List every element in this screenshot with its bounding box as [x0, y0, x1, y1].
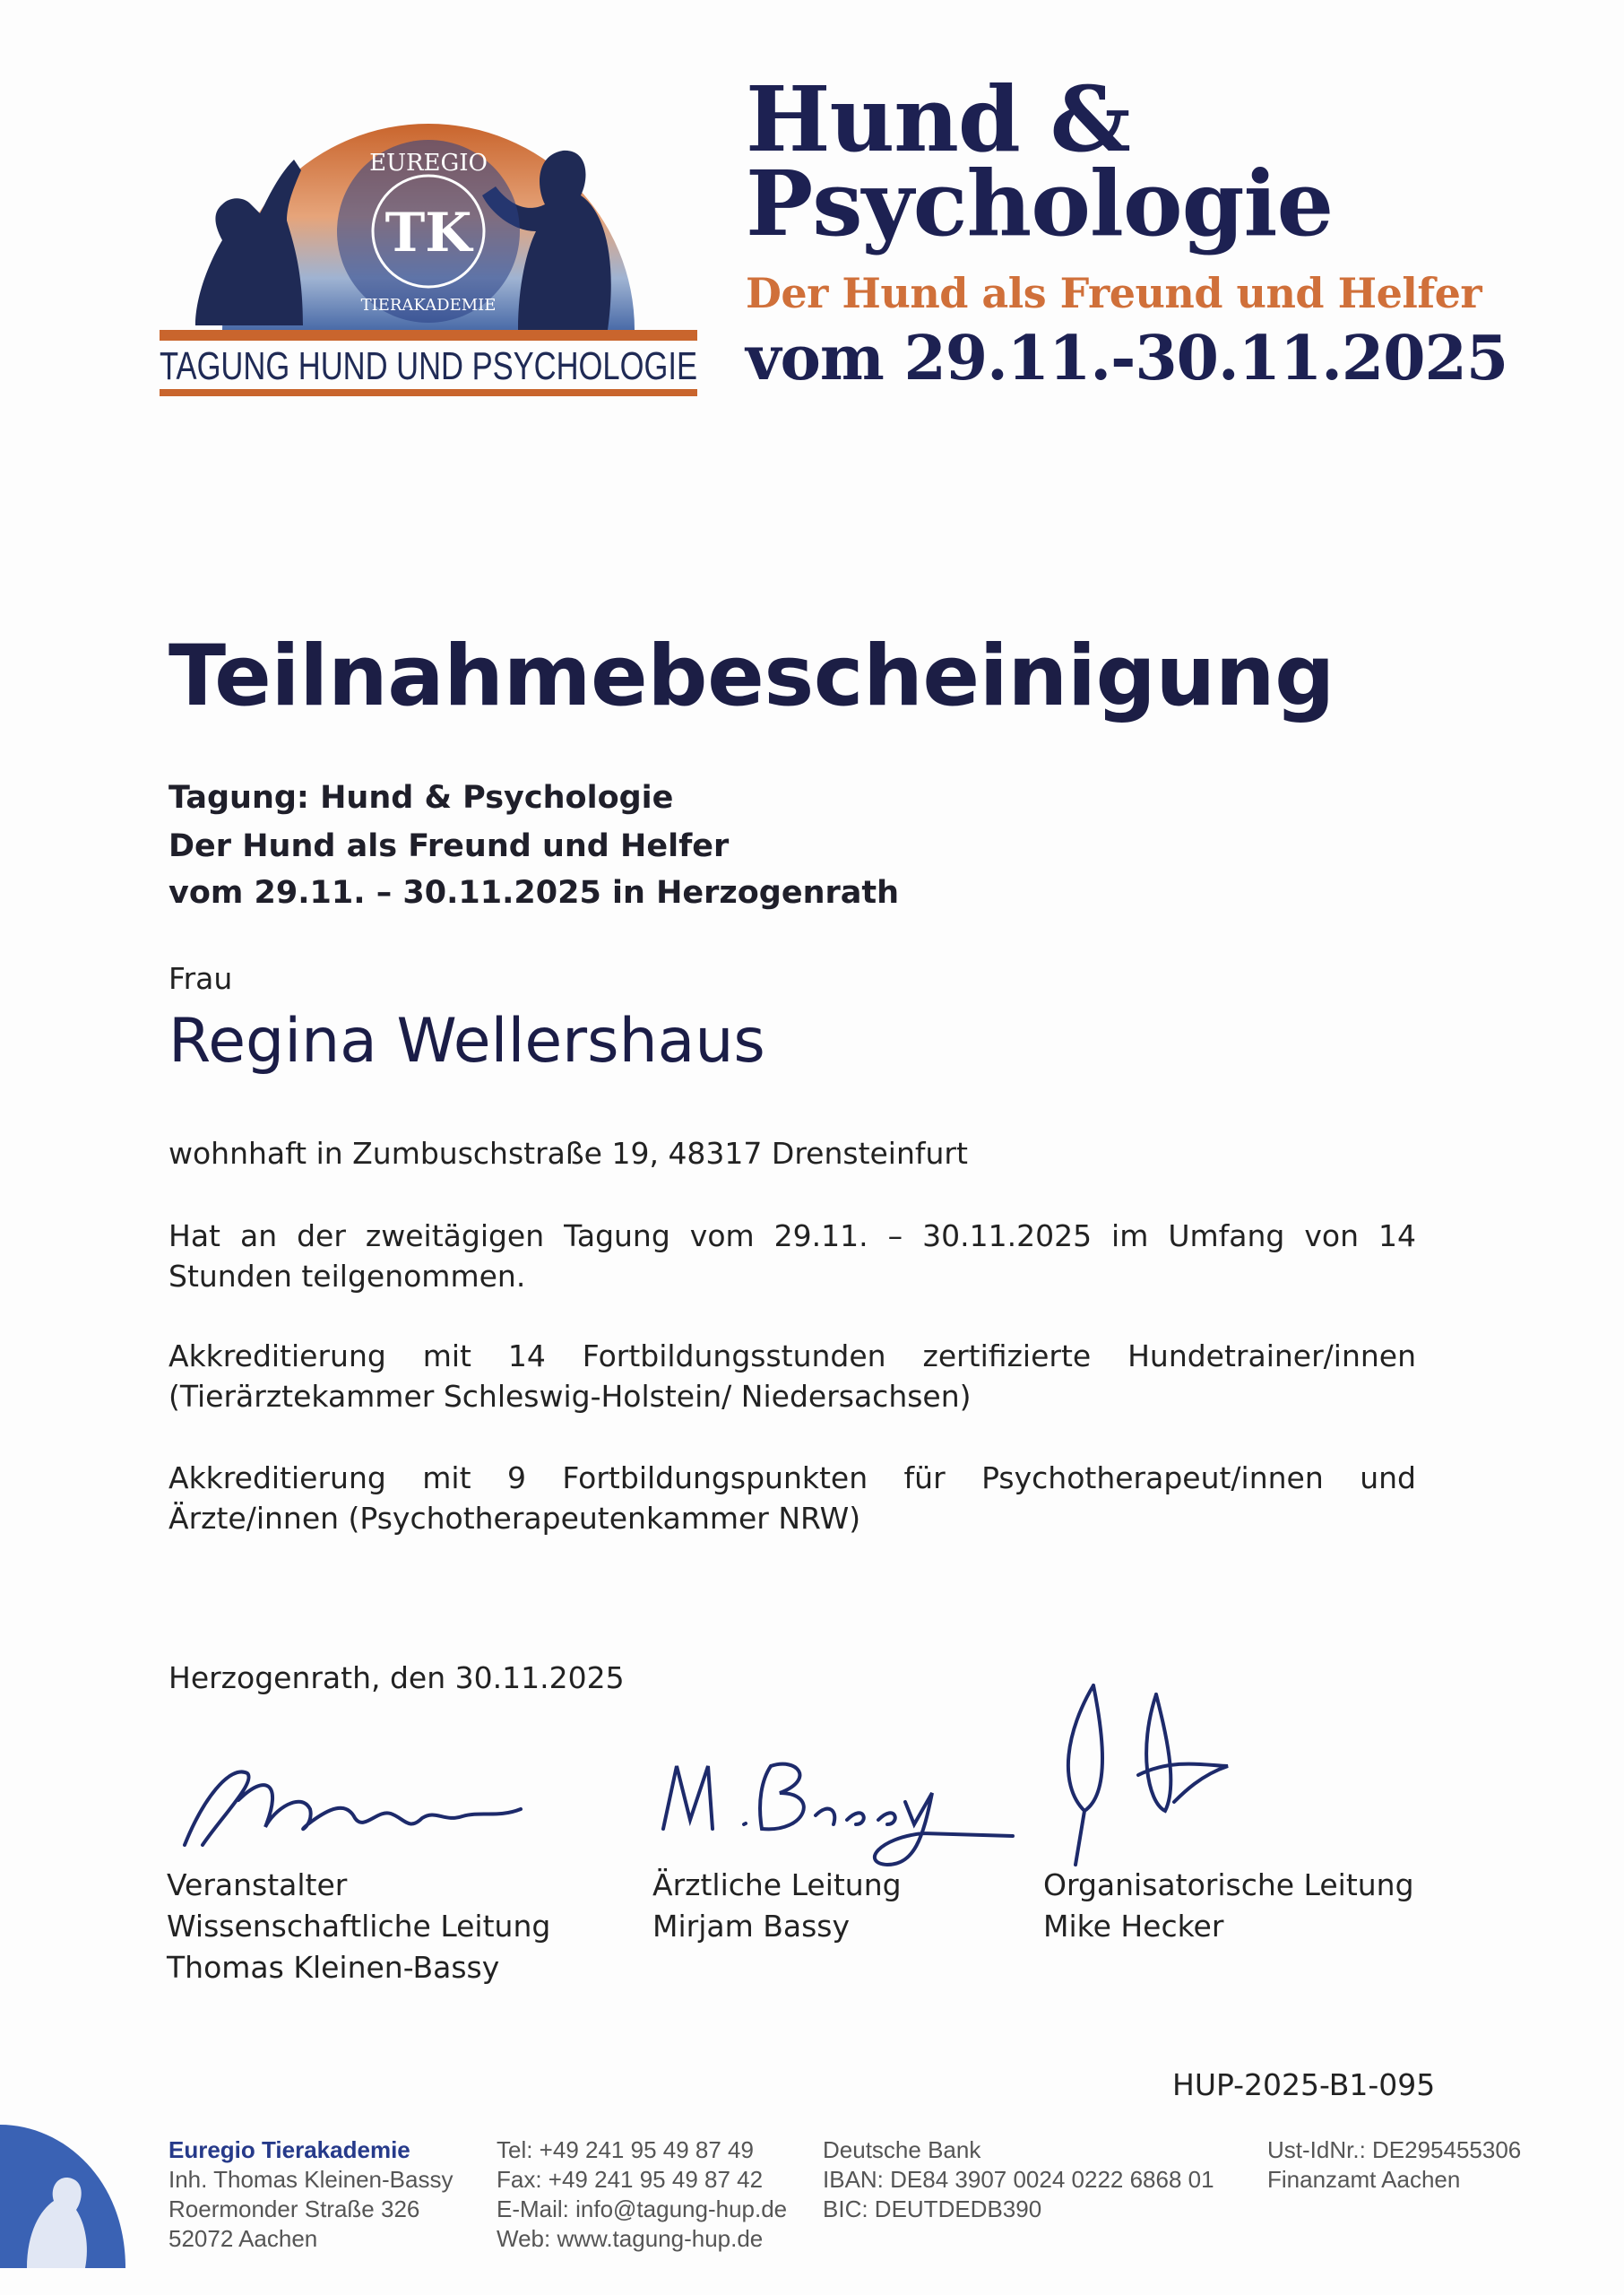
- document-title: Teilnahmebescheinigung: [168, 628, 1335, 725]
- certificate-id: HUP-2025-B1-095: [1172, 2067, 1436, 2102]
- emblem: [337, 140, 520, 323]
- signature-block-medical: [652, 1865, 902, 1947]
- signature-bassy: [654, 1730, 1022, 1883]
- footer-tax: [1267, 2135, 1521, 2195]
- footer-org-line: Roermonder Straße 326: [168, 2195, 420, 2222]
- header-title-line1: Hund &: [746, 66, 1130, 172]
- footer-contact: [497, 2135, 787, 2254]
- accreditation-paragraph: Akkreditierung mit 14 Fortbildungsstunden zertifizierte Hundetrainer/innen (Tierärztekammer Schleswig-Holstein/ Niedersachsen): [168, 1338, 1416, 1414]
- signature-role: Veranstalter: [167, 1867, 348, 1902]
- signature-role: Wissenschaftliche Leitung: [167, 1909, 551, 1944]
- header-subtitle: Der Hund als Freund und Helfer: [746, 269, 1482, 317]
- footer-org-line: Inh. Thomas Kleinen-Bassy: [168, 2166, 454, 2193]
- footer-web-link[interactable]: Web: www.tagung-hup.de: [497, 2225, 764, 2252]
- participant-address: wohnhaft in Zumbuschstraße 19, 48317 Drensteinfurt: [168, 1136, 968, 1171]
- event-line: Tagung: Hund & Psychologie: [168, 780, 674, 816]
- footer-tax-line: Finanzamt Aachen: [1267, 2166, 1461, 2193]
- signature-hecker: [1031, 1676, 1264, 1874]
- signature-block-organisation: [1043, 1865, 1414, 1947]
- event-line: Der Hund als Freund und Helfer: [168, 828, 730, 864]
- participant-name: Regina Wellershaus: [168, 1006, 765, 1077]
- footer-bank-line: Deutsche Bank: [823, 2136, 981, 2163]
- footer-email-link[interactable]: E-Mail: info@tagung-hup.de: [497, 2195, 788, 2222]
- footer-bank: [823, 2135, 1214, 2224]
- header-title-line2: Psychologie: [746, 151, 1334, 256]
- svg-text:EUREGIO: EUREGIO: [369, 150, 488, 177]
- place-date: Herzogenrath, den 30.11.2025: [168, 1660, 625, 1695]
- header-date: vom 29.11.-30.11.2025: [746, 323, 1508, 394]
- footer-org-name: Euregio Tierakademie: [168, 2136, 410, 2163]
- signature-name: Mike Hecker: [1043, 1909, 1224, 1944]
- logo-banner: TAGUNG HUND UND PSYCHOLOGIE: [160, 344, 697, 388]
- accreditation-paragraph: Akkreditierung mit 9 Fortbildungspunkten für Psychotherapeut/innen und Ärzte/innen (Psychotherapeutenkammer NRW): [168, 1460, 1416, 1536]
- event-logo: [160, 70, 706, 403]
- footer-phone: Tel: +49 241 95 49 87 49: [497, 2136, 754, 2163]
- footer-bank-line: IBAN: DE84 3907 0024 0222 6868 01: [823, 2166, 1214, 2193]
- salutation: Frau: [168, 961, 233, 996]
- dog-silhouette: [195, 160, 303, 325]
- svg-text:TIERAKADEMIE: TIERAKADEMIE: [360, 296, 497, 315]
- signature-name: Thomas Kleinen-Bassy: [167, 1950, 500, 1985]
- footer-tax-line: Ust-IdNr.: DE295455306: [1267, 2136, 1522, 2163]
- signature-block-organizer: [167, 1865, 550, 1988]
- footer-fax: Fax: +49 241 95 49 87 42: [497, 2166, 764, 2193]
- participation-paragraph: Hat an der zweitägigen Tagung vom 29.11. – 30.11.2025 im Umfang von 14 Stunden teilgenommen.: [168, 1218, 1416, 1294]
- svg-text:TK: TK: [384, 202, 472, 264]
- footer-dog-logo: [0, 2125, 125, 2268]
- signature-role: Organisatorische Leitung: [1043, 1867, 1414, 1902]
- signature-kleinen: [167, 1746, 543, 1872]
- footer-bank-line: BIC: DEUTDEDB390: [823, 2195, 1042, 2222]
- signature-name: Mirjam Bassy: [652, 1909, 851, 1944]
- event-line: vom 29.11. – 30.11.2025 in Herzogenrath: [168, 875, 900, 911]
- footer-organisation: [168, 2135, 453, 2254]
- signature-role: Ärztliche Leitung: [652, 1867, 902, 1902]
- footer-org-line: 52072 Aachen: [168, 2225, 318, 2252]
